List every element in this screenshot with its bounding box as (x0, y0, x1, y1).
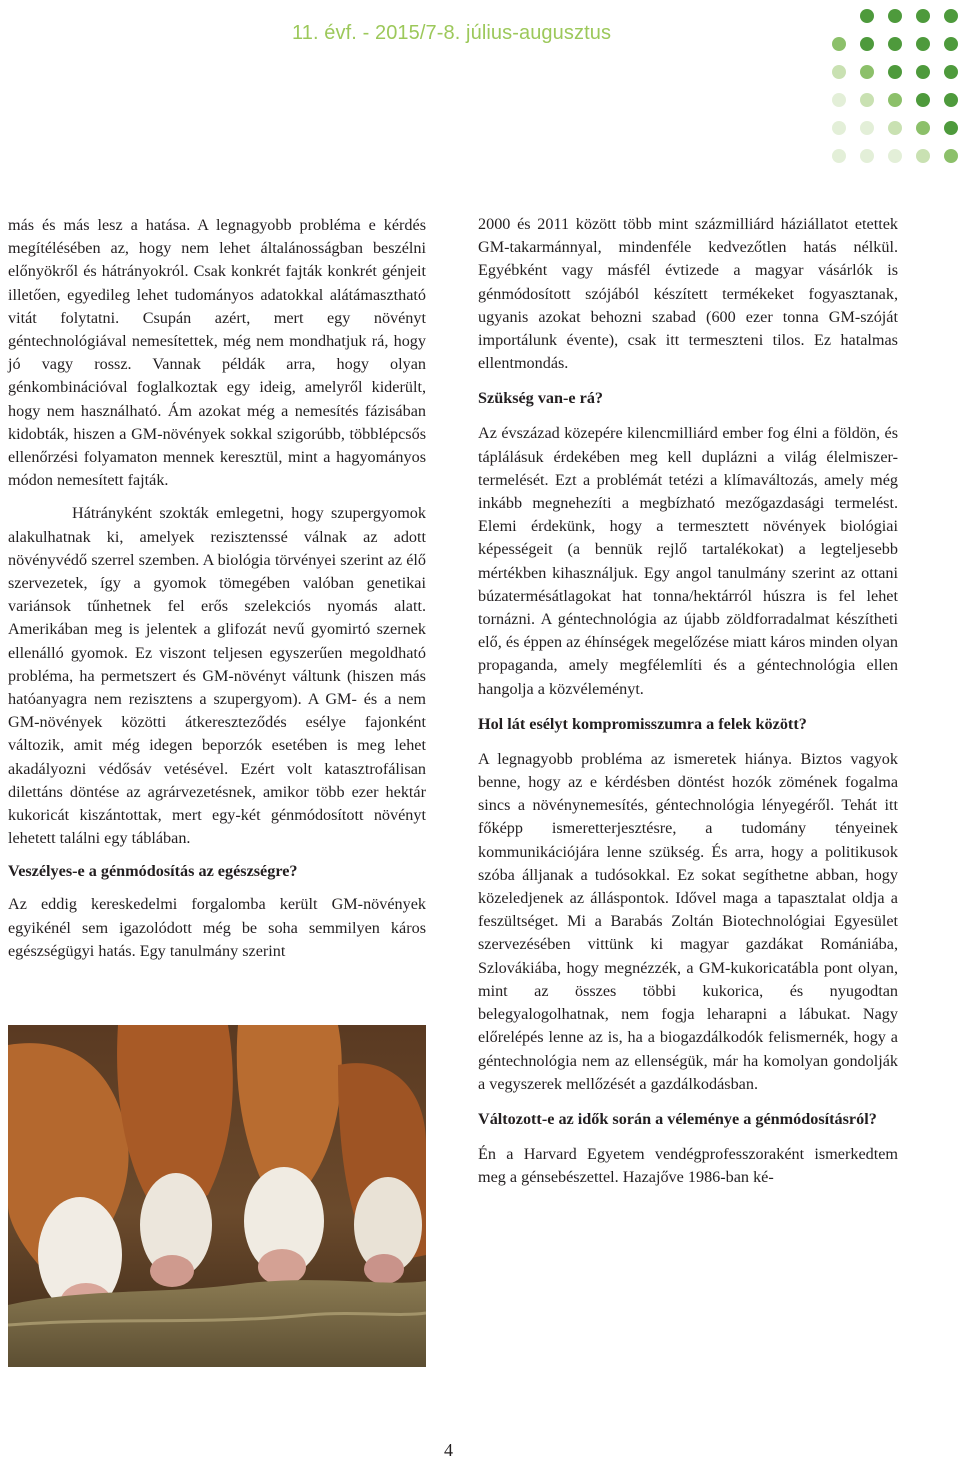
decorative-dot (916, 65, 930, 79)
decorative-dot (888, 65, 902, 79)
decorative-dot (888, 93, 902, 107)
right-column (478, 213, 898, 1189)
decorative-dot (860, 93, 874, 107)
heading-need: Szükség van-e rá? (478, 389, 604, 408)
heading-opinion-change: Változott-e az idők során a véleménye a génmódosításról? (478, 1109, 877, 1128)
right-paragraph-3: A legnagyobb probléma az ismeretek hiánya. Biztos vagyok benne, hogy az e kérdésben döntést hozók zömének fogalma sincs a növénynemesítés, géntechnológia lényegéről. Tehát itt főképp ismeretterjesztésre, a tudomány tényeinek kommunikációjára lenne szükség. És arra, hogy a politikusok szóba álljanak a tudósokkal. Ez sokat segíthetne abban, hogy közeledjenek az álláspontok. Idővel maga a tapasztalat oldja a feszültséget. Mi a Barabás Zoltán Biotechnológiai Egyesület szervezésében vittünk ki magyar gazdákat Romániába, Szlovákiába, hogy megnézzék, a GM-kukoricatábla pont olyan, mint az összes többi kukorica, és nyugodtan belegyalogolhatnak, nem fogja leharapni a lábukat. Nagy előrelépés lenne az is, ha a biogazdálkodók felismernék, hogy a géntechnológia nem az ellenségük, már ha komolyan gondolják a vegyszerek mellőzését a gazdálkodásban. (478, 749, 898, 1093)
decorative-dot (916, 37, 930, 51)
decorative-dot (944, 93, 958, 107)
decorative-dot (944, 121, 958, 135)
decorative-dot (832, 121, 846, 135)
left-paragraph-2: Hátrányként szokták emlegetni, hogy szupergyomok alakulhatnak ki, amelyek rezisztenssé válnak az adott növényvédő szerrel szemben. A biológia törvényei szerint az élő szervezetek, így a gyomok tömegében valóban genetikai variánsok tűnhetnek fel erős szelekciós nyomás alatt. Amerikában meg is jelentek a glifozát nevű gyomirtó szernek ellenálló gyomok. Ez viszont teljesen egyszerűen megoldható probléma, ha permetszert és GM-növényt váltunk (hiszen más hatóanyagra nem rezisztens a szupergyom). A GM- és a nem GM-növények közötti átkereszteződés esélye fajonként változik, amit még idegen beporzók esetében is meg lehet akadályozni védősáv vetésével. Ezért volt katasztrofálisan dilettáns döntése az agrárvezetésnek, amikor több ezer hektár kukoricát kiszántottak, mert egy-két génmódosított növényt lehetett találni egy táblában. (8, 504, 426, 848)
decorative-dot (888, 37, 902, 51)
decorative-dot (916, 149, 930, 163)
decorative-dot (860, 149, 874, 163)
page-number: 4 (444, 1440, 453, 1460)
cows-feeding-photo (8, 1025, 426, 1367)
left-paragraph-1: más és más lesz a hatása. A legnagyobb probléma e kérdés megítélésében az, hogy nem lehet általánosságban beszélni előnyökről és hátrányokról. Csak konkrét fajták konkrét génjeit illetően, egyedileg lehet tudományos adatokkal alátámasztható vitát folytatni. Csupán azért, mert egy növényt géntechnológiával nemesítettek, még nem mondhatjuk rá, hogy jó vagy rossz. Vannak példák arra, hogy olyan génkombinációval foglalkoztak egy ideig, amelyről kiderült, hogy nem használható. Ám azokat még a nemesítés fázisában kidobták, hiszen a GM-növények sokkal szigorúbb, többlépcsős ellenőrzési folyamaton mennek keresztül, mint a hagyományos módon nemesített fajták. (8, 216, 426, 490)
decorative-dot (944, 65, 958, 79)
issue-header: 11. évf. - 2015/7-8. július-augusztus (292, 22, 612, 44)
decorative-dot (832, 37, 846, 51)
decorative-dot (916, 9, 930, 23)
heading-health-risk: Veszélyes-e a génmódosítás az egészségre? (8, 862, 298, 881)
decorative-dot (944, 9, 958, 23)
decorative-dot (944, 149, 958, 163)
heading-compromise: Hol lát esélyt kompromisszumra a felek között? (478, 714, 807, 733)
decorative-dot (888, 121, 902, 135)
right-paragraph-1: 2000 és 2011 között több mint százmilliárd háziállatot etettek GM-takarmánnyal, mindenféle kedvezőtlen hatás nélkül. Egyébként vagy másfél évtizede a magyar vásárlók is génmódosított szójából készített termékeket fogyasztanak, ugyanis azokat behozni szabad (600 ezer tonna GM-szóját importálunk évente), csak itt termeszteni tilos. Ez hatalmas ellentmondás. (478, 215, 898, 373)
decorative-dot (888, 9, 902, 23)
right-paragraph-2: Az évszázad közepére kilencmilliárd ember fog élni a földön, és táplálásuk érdekében meg kell duplázni a világ élelmiszer-termelését. Ezt a problémát tetézi a klímaváltozás, amely még inkább megnehezíti a megbízható mezőgazdasági termelést. Elemi érdekünk, hogy a termesztett növények biológiai képességeit (a bennük rejlő tartalékokat) a legteljesebb mértékben kihasználjuk. Egy angol tanulmány szerint az ottani búzatermésátlagokat hat tonna/hektárról húszra is fel lehet tornázni. A géntechnológia az újabb zöldforradalmat készítheti elő, és éppen az éhínségek megelőzése miatt káros minden olyan propaganda, amely megfélemlíti és a géntechnológia ellen hangolja a közvéleményt. (478, 424, 898, 698)
decorative-dot (860, 121, 874, 135)
right-paragraph-4: Én a Harvard Egyetem vendégprofesszoraként ismerkedtem meg a génsebészettel. Hazajőve 1986-ban ké- (478, 1144, 898, 1187)
decorative-dot (832, 149, 846, 163)
decorative-dot (860, 9, 874, 23)
decorative-dot (888, 149, 902, 163)
decorative-dot (860, 65, 874, 79)
decorative-dot (916, 93, 930, 107)
left-column (8, 214, 426, 963)
left-paragraph-3: Az eddig kereskedelmi forgalomba került GM-növények egyikénél sem igazolódott még be soha semmilyen káros egészségügyi hatás. Egy tanulmány szerint (8, 895, 426, 960)
decorative-dot (832, 93, 846, 107)
decorative-dot (860, 37, 874, 51)
decorative-dot (916, 121, 930, 135)
decorative-dot (832, 65, 846, 79)
decorative-dot (944, 37, 958, 51)
